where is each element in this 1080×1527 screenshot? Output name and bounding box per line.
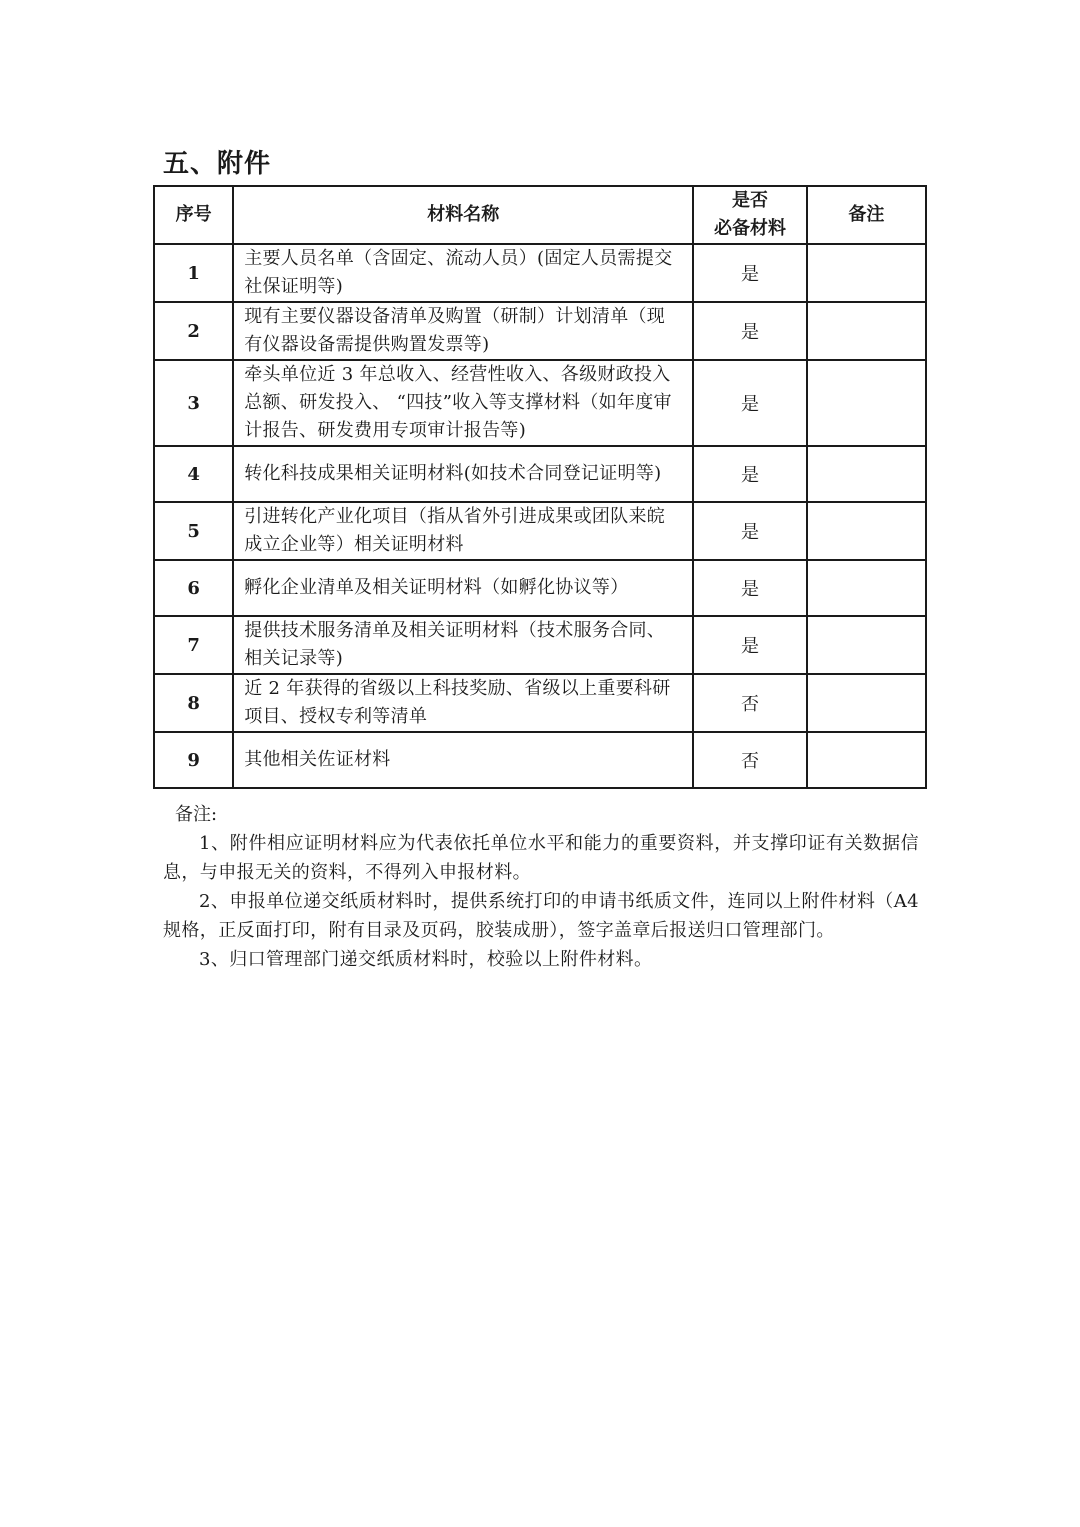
note-item-3: 3、归口管理部门递交纸质材料时，校验以上附件材料。 bbox=[199, 949, 653, 970]
row-note bbox=[807, 502, 926, 560]
row-index: 8 bbox=[154, 674, 233, 732]
row-required: 否 bbox=[693, 674, 806, 732]
header-name: 材料名称 bbox=[233, 186, 693, 244]
row-required: 是 bbox=[693, 502, 806, 560]
note-item-2: 2、申报单位递交纸质材料时，提供系统打印的申请书纸质文件，连同以上附件材料（A4规格，正反面打印，附有目录及页码，胶装成册），签字盖章后报送归口管理部门。 bbox=[163, 891, 919, 941]
header-required-line2: 必备材料 bbox=[714, 218, 787, 239]
attachments-table bbox=[153, 185, 927, 789]
table-row bbox=[154, 616, 926, 674]
table-row bbox=[154, 502, 926, 560]
row-material-name: 其他相关佐证材料 bbox=[233, 732, 693, 788]
header-note: 备注 bbox=[807, 186, 926, 244]
row-required: 是 bbox=[693, 560, 806, 616]
row-index: 3 bbox=[154, 360, 233, 446]
row-required: 是 bbox=[693, 616, 806, 674]
notes-label: 备注: bbox=[175, 804, 218, 825]
note-item-1: 1、附件相应证明材料应为代表依托单位水平和能力的重要资料，并支撑印证有关数据信息，与申报无关的资料，不得列入申报材料。 bbox=[163, 833, 919, 883]
row-material-name: 转化科技成果相关证明材料(如技术合同登记证明等) bbox=[233, 446, 693, 502]
row-index: 2 bbox=[154, 302, 233, 360]
row-note bbox=[807, 244, 926, 302]
row-index: 4 bbox=[154, 446, 233, 502]
table-row bbox=[154, 674, 926, 732]
row-note bbox=[807, 674, 926, 732]
row-note bbox=[807, 560, 926, 616]
row-required: 是 bbox=[693, 360, 806, 446]
table-row bbox=[154, 446, 926, 502]
row-required: 是 bbox=[693, 446, 806, 502]
row-required: 否 bbox=[693, 732, 806, 788]
section-title: 五、附件 bbox=[163, 149, 272, 179]
table-row bbox=[154, 560, 926, 616]
table-row bbox=[154, 302, 926, 360]
row-material-name: 孵化企业清单及相关证明材料（如孵化协议等） bbox=[233, 560, 693, 616]
table-row bbox=[154, 360, 926, 446]
row-note bbox=[807, 360, 926, 446]
header-required bbox=[693, 186, 806, 244]
row-index: 7 bbox=[154, 616, 233, 674]
row-material-name: 主要人员名单（含固定、流动人员）(固定人员需提交社保证明等) bbox=[233, 244, 693, 302]
row-index: 5 bbox=[154, 502, 233, 560]
table-row bbox=[154, 732, 926, 788]
row-material-name: 现有主要仪器设备清单及购置（研制）计划清单（现有仪器设备需提供购置发票等) bbox=[233, 302, 693, 360]
header-index: 序号 bbox=[154, 186, 233, 244]
row-note bbox=[807, 732, 926, 788]
notes-section bbox=[163, 800, 919, 974]
row-material-name: 近 2 年获得的省级以上科技奖励、省级以上重要科研项目、授权专利等清单 bbox=[233, 674, 693, 732]
row-index: 9 bbox=[154, 732, 233, 788]
row-material-name: 提供技术服务清单及相关证明材料（技术服务合同、相关记录等) bbox=[233, 616, 693, 674]
row-index: 1 bbox=[154, 244, 233, 302]
row-note bbox=[807, 302, 926, 360]
header-required-line1: 是否 bbox=[732, 190, 769, 211]
row-index: 6 bbox=[154, 560, 233, 616]
row-required: 是 bbox=[693, 244, 806, 302]
row-note bbox=[807, 446, 926, 502]
table-row bbox=[154, 244, 926, 302]
row-note bbox=[807, 616, 926, 674]
table-header-row bbox=[154, 186, 926, 244]
row-material-name: 引进转化产业化项目（指从省外引进成果或团队来皖成立企业等）相关证明材料 bbox=[233, 502, 693, 560]
row-material-name: 牵头单位近 3 年总收入、经营性收入、各级财政投入总额、研发投入、 “四技”收入等支撑材料（如年度审计报告、研发费用专项审计报告等) bbox=[233, 360, 693, 446]
row-required: 是 bbox=[693, 302, 806, 360]
